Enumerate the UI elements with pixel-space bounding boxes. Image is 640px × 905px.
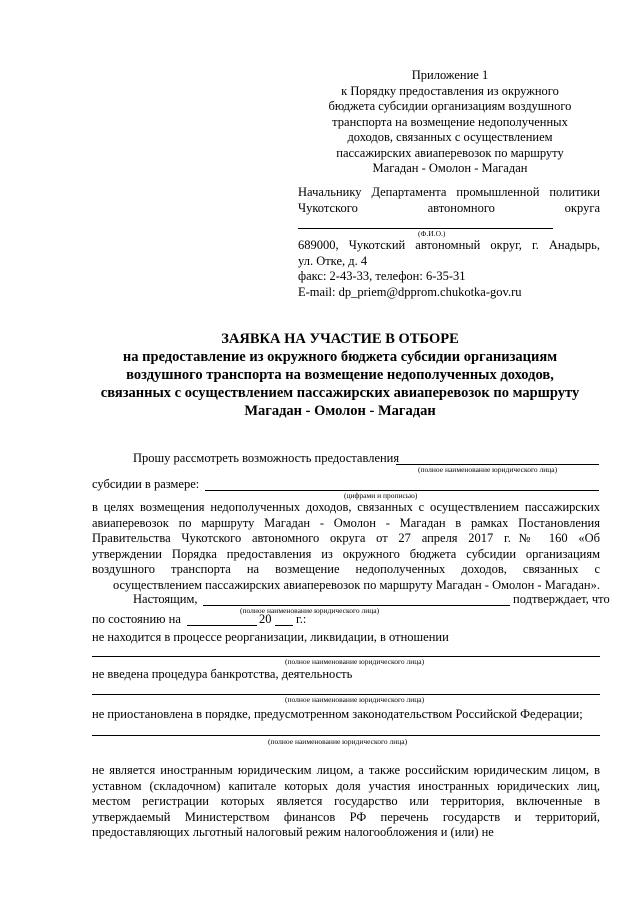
condition-caption: (полное наименование юридического лица) (285, 657, 425, 666)
phone-line: факс: 2-43-33, телефон: 6-35-31 (298, 269, 466, 283)
fio-caption: (Ф.И.О.) (418, 229, 446, 238)
condition-line: не является иностранным юридическим лицом, а также российским юридическим лицом, в (92, 763, 600, 777)
confirm-caption: (полное наименование юридического лица) (240, 606, 380, 615)
appendix-line: к Порядку предоставления из окружного (341, 83, 559, 98)
request-prefix: Прошу рассмотреть возможность предоставления (133, 451, 400, 465)
condition-line: уставном (складочном) капитале которых доля участия иностранных юридических лиц, (92, 778, 600, 793)
purpose-line: утверждении Порядка предоставления из окружного бюджета субсидии организациям (92, 546, 600, 561)
date-suffix: г.: (296, 612, 307, 626)
addressee-line: Чукотского автономного округа (298, 200, 600, 215)
addressee-line: Начальнику Департамента промышленной политики (298, 185, 600, 199)
title-line: воздушного транспорта на возмещение недополученных доходов, (126, 367, 554, 383)
purpose-line: Правительства Чукотского автономного округа от 27 апреля 2017 г.№ 160 «Об (92, 531, 600, 545)
subsidy-label: субсидии в размере: (92, 477, 200, 491)
appendix-line: бюджета субсидии организациям воздушного (328, 99, 572, 113)
addressee-block (298, 185, 600, 300)
appendix-line: транспорта на возмещение недополученных (332, 114, 568, 129)
title-main: ЗАЯВКА НА УЧАСТИЕ В ОТБОРЕ (221, 331, 459, 347)
date-field-line[interactable] (187, 625, 257, 626)
condition-bankruptcy: не введена процедура банкротства, деятельность (92, 667, 353, 681)
document-title (60, 330, 620, 420)
confirm-suffix: подтверждает, что (513, 592, 610, 606)
appendix-line: доходов, связанных с осуществлением (347, 130, 553, 144)
year-field-line[interactable] (275, 625, 293, 626)
condition-caption: (полное наименование юридического лица) (268, 737, 408, 746)
amount-caption: (цифрами и прописью) (344, 491, 418, 500)
condition-entity-line[interactable] (92, 735, 600, 736)
condition-caption: (полное наименование юридического лица) (285, 695, 425, 704)
appendix-header (300, 68, 600, 177)
title-line: Магадан - Омолон - Магадан (244, 403, 436, 419)
date-prefix: по состоянию на (92, 612, 181, 626)
address-line: 689000, Чукотский автономный округ, г. Анадырь, (298, 238, 600, 252)
condition-suspension: не приостановлена в порядке, предусмотренном законодательством Российской Федерации; (92, 707, 583, 721)
entity-caption: (полное наименование юридического лица) (418, 465, 558, 474)
address-line: ул. Отке, д. 4 (298, 253, 368, 268)
appendix-line: Магадан - Омолон - Магадан (372, 161, 528, 175)
confirm-prefix: Настоящим, (133, 592, 198, 606)
email-line: E-mail: dp_priem@dpprom.chukotka-gov.ru (298, 284, 522, 299)
condition-foreign-entity (92, 763, 600, 841)
date-year: 20 (259, 612, 272, 626)
purpose-line: в целях возмещения недополученных доходов, связанных с осуществлением пассажирских (92, 500, 600, 514)
purpose-paragraph (92, 500, 600, 593)
title-line: связанных с осуществлением пассажирских авиаперевозок по маршруту (100, 385, 580, 401)
appendix-line: пассажирских авиаперевозок по маршруту (336, 145, 564, 160)
purpose-line: авиаперевозок по маршруту Магадан - Омолон - Магадан в рамках Постановления (92, 515, 600, 530)
condition-line: предоставляющих льготный налоговый режим налогообложения и (или) не (92, 825, 494, 839)
condition-line: утверждаемый Министерством финансов РФ перечень государств и территорий, (92, 809, 600, 824)
title-line: на предоставление из окружного бюджета субсидии организациям (122, 349, 558, 365)
condition-line: местом регистрации которых является государство или территория, включенные в (92, 794, 600, 808)
condition-reorganization: не находится в процессе реорганизации, ликвидации, в отношении (92, 630, 449, 644)
purpose-line: воздушного транспорта на возмещение недополученных доходов, связанных с (92, 562, 600, 576)
appendix-line: Приложение 1 (411, 68, 489, 82)
purpose-line: осуществлением пассажирских авиаперевозок по маршруту Магадан - Омолон - Магадан». (113, 577, 600, 592)
